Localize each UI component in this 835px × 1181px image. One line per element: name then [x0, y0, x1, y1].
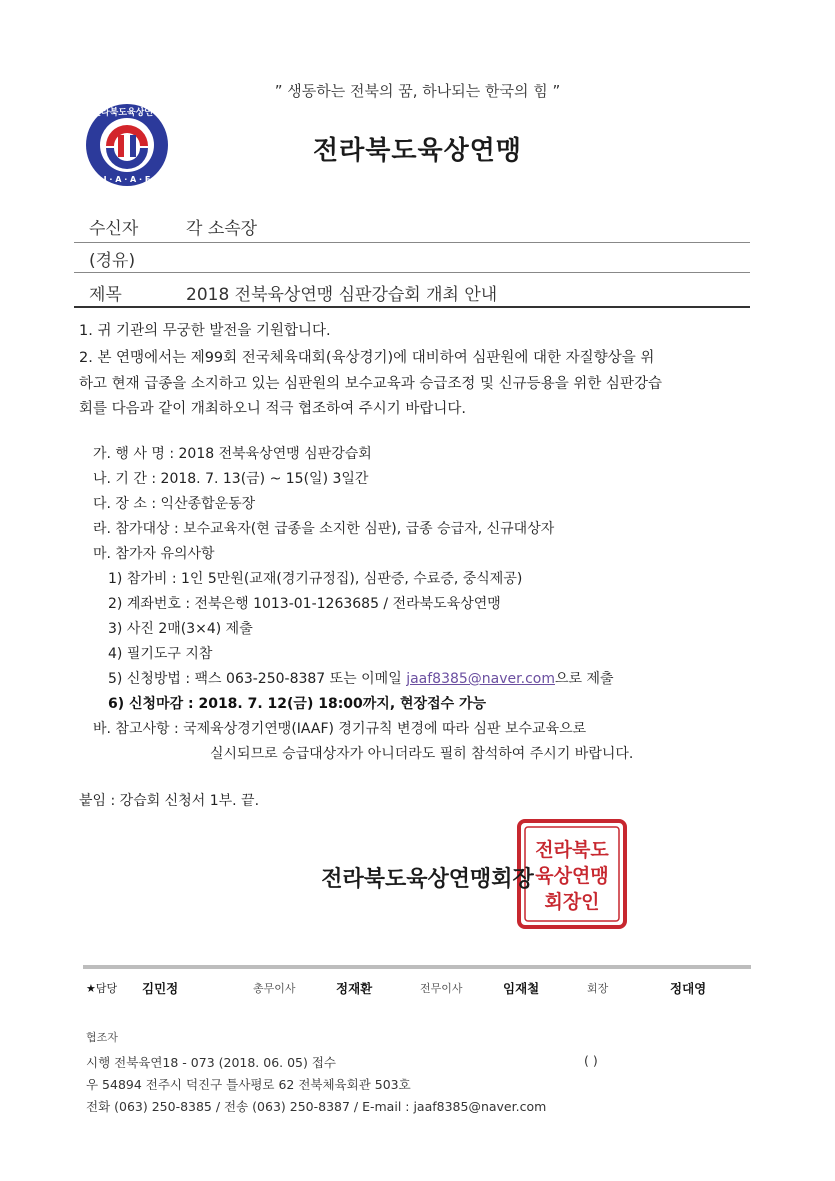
signer: 전라북도육상연맹회장	[321, 867, 534, 892]
divider	[74, 306, 750, 308]
staff-name: 김민정	[142, 981, 179, 996]
recipient-value: 각 소속장	[186, 219, 258, 239]
logo-letters: J · A · A · F	[103, 175, 151, 184]
seal-line-2: 육상연맹	[535, 865, 609, 887]
note-application-prefix: 5) 신청방법 : 팩스 063-250-8387 또는 이메일	[108, 671, 407, 687]
managing-label: 전무이사	[420, 982, 463, 995]
paragraph-2-line-2: 하고 현재 급종을 소지하고 있는 심판원의 보수교육과 승급조정 및 신규등용을 위한 심판강습	[79, 376, 662, 392]
contact-info: 전화 (063) 250-8385 / 전송 (063) 250-8387 / E-mail : jaaf8385@naver.com	[86, 1099, 547, 1114]
divider	[74, 242, 750, 243]
footer-divider	[83, 965, 751, 969]
document-number-line: 시행 전북육연18 - 073 (2018. 06. 05) 접수	[86, 1055, 337, 1070]
director-name: 정재환	[336, 981, 373, 996]
note-stationery: 4) 필기도구 지참	[108, 646, 213, 662]
subject-value: 2018 전북육상연맹 심판강습회 개최 안내	[186, 285, 498, 305]
receipt-field: ( )	[584, 1053, 598, 1068]
address: 우 54894 전주시 덕진구 틀사평로 62 전북체육회관 503호	[86, 1077, 411, 1092]
note-application-suffix: 으로 제출	[554, 671, 614, 687]
seal-line-3: 회장인	[544, 891, 600, 913]
note-deadline: 6) 신청마감 : 2018. 7. 12(금) 18:00까지, 현장접수 가능	[108, 696, 487, 712]
item-notes-heading: 마. 참가자 유의사항	[93, 546, 215, 562]
cooperation-label: 협조자	[86, 1031, 118, 1044]
director-label: 총무이사	[253, 982, 296, 995]
attachment-note: 붙임 : 강습회 신청서 1부. 끝.	[79, 793, 260, 809]
president-label: 회장	[587, 982, 609, 995]
item-period: 나. 기 간 : 2018. 7. 13(금) ~ 15(일) 3일간	[93, 471, 369, 487]
slogan: ” 생동하는 전북의 꿈, 하나되는 한국의 힘 ”	[274, 82, 561, 100]
managing-name: 임재철	[503, 981, 540, 996]
recipient-label: 수신자	[89, 219, 139, 239]
note-photo: 3) 사진 2매(3×4) 제출	[108, 621, 253, 637]
subject-label: 제목	[89, 285, 122, 305]
paragraph-1: 1. 귀 기관의 무궁한 발전을 기원합니다.	[79, 323, 331, 339]
staff-label: ★담당	[86, 982, 118, 995]
note-application-method	[108, 668, 614, 688]
item-venue: 다. 장 소 : 익산종합운동장	[93, 496, 256, 512]
seal-line-1: 전라북도	[535, 839, 609, 861]
note-account: 2) 계좌번호 : 전북은행 1013-01-1263685 / 전라북도육상연맹	[108, 596, 501, 612]
paragraph-2-line-3: 회를 다음과 같이 개최하오니 적극 협조하여 주시기 바랍니다.	[79, 401, 467, 417]
logo-text: 전라북도육상연맹	[92, 108, 162, 118]
via-label: (경유)	[89, 251, 136, 271]
item-participants: 라. 참가대상 : 보수교육자(현 급종을 소지한 심판), 급종 승급자, 신규대상자	[93, 521, 555, 537]
paragraph-2-line-1: 2. 본 연맹에서는 제99회 전국체육대회(육상경기)에 대비하여 심판원에 대한 자질향상을 위	[79, 350, 655, 366]
email-link[interactable]: jaaf8385@naver.com	[406, 671, 555, 687]
divider	[74, 272, 750, 273]
org-title: 전라북도육상연맹	[313, 136, 522, 166]
president-name: 정대영	[670, 981, 707, 996]
note-fee: 1) 참가비 : 1인 5만원(교재(경기규정집), 심판증, 수료증, 중식제공)	[108, 571, 523, 587]
item-reference-line-1: 바. 참고사항 : 국제육상경기연맹(IAAF) 경기규칙 변경에 따라 심판 보수교육으로	[93, 721, 587, 737]
item-reference-line-2: 실시되므로 승급대상자가 아니더라도 필히 참석하여 주시기 바랍니다.	[210, 746, 634, 762]
item-event-name: 가. 행 사 명 : 2018 전북육상연맹 심판강습회	[93, 446, 372, 462]
